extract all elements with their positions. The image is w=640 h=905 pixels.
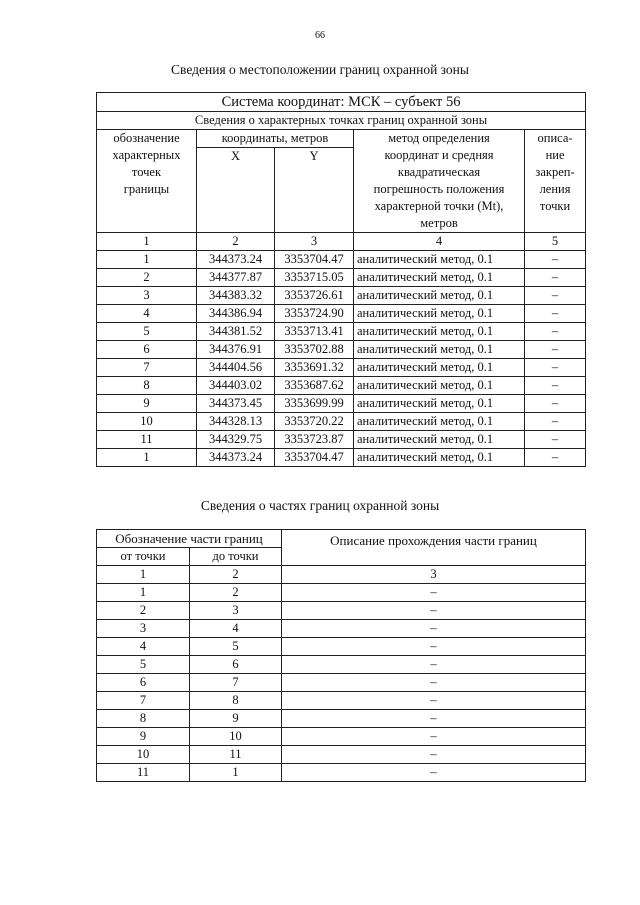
table-row bbox=[97, 395, 586, 413]
method-cell: аналитический метод, 0.1 bbox=[354, 449, 525, 467]
method-cell: аналитический метод, 0.1 bbox=[354, 323, 525, 341]
from-cell: 4 bbox=[97, 638, 190, 656]
x-cell: 344373.45 bbox=[197, 395, 275, 413]
page-number: 66 bbox=[315, 30, 325, 41]
point-cell: 9 bbox=[97, 395, 197, 413]
table-row bbox=[97, 269, 586, 287]
from-cell: 7 bbox=[97, 692, 190, 710]
parts-table bbox=[96, 529, 586, 782]
x-cell: 344386.94 bbox=[197, 305, 275, 323]
to-cell: 5 bbox=[190, 638, 282, 656]
from-cell: 6 bbox=[97, 674, 190, 692]
part-description-cell: – bbox=[282, 692, 586, 710]
to-cell: 10 bbox=[190, 728, 282, 746]
from-cell: 8 bbox=[97, 710, 190, 728]
header-to: до точки bbox=[190, 548, 282, 566]
table-row bbox=[97, 584, 586, 602]
point-cell: 11 bbox=[97, 431, 197, 449]
table-row bbox=[97, 305, 586, 323]
method-cell: аналитический метод, 0.1 bbox=[354, 431, 525, 449]
x-cell: 344328.13 bbox=[197, 413, 275, 431]
point-cell: 10 bbox=[97, 413, 197, 431]
header-y: Y bbox=[275, 148, 354, 233]
table-row bbox=[97, 359, 586, 377]
to-cell: 7 bbox=[190, 674, 282, 692]
to-cell: 8 bbox=[190, 692, 282, 710]
header-x: X bbox=[197, 148, 275, 233]
from-cell: 5 bbox=[97, 656, 190, 674]
table-row bbox=[97, 413, 586, 431]
description-cell: – bbox=[525, 251, 586, 269]
section2-title: Сведения о частях границ охранной зоны bbox=[200, 498, 440, 513]
table-row bbox=[97, 746, 586, 764]
header-description: описа- ние закреп- ления точки bbox=[525, 130, 586, 233]
x-cell: 344329.75 bbox=[197, 431, 275, 449]
table-row bbox=[97, 602, 586, 620]
point-cell: 7 bbox=[97, 359, 197, 377]
y-cell: 3353726.61 bbox=[275, 287, 354, 305]
point-cell: 1 bbox=[97, 251, 197, 269]
to-cell: 6 bbox=[190, 656, 282, 674]
y-cell: 3353691.32 bbox=[275, 359, 354, 377]
description-cell: – bbox=[525, 287, 586, 305]
method-cell: аналитический метод, 0.1 bbox=[354, 287, 525, 305]
method-cell: аналитический метод, 0.1 bbox=[354, 359, 525, 377]
y-cell: 3353704.47 bbox=[275, 251, 354, 269]
part-description-cell: – bbox=[282, 638, 586, 656]
coordinate-system: Система координат: МСК – субъект 56 bbox=[97, 93, 586, 112]
header-from: от точки bbox=[97, 548, 190, 566]
table-row bbox=[97, 323, 586, 341]
table-row bbox=[97, 377, 586, 395]
description-cell: – bbox=[525, 395, 586, 413]
from-cell: 2 bbox=[97, 602, 190, 620]
table-row bbox=[97, 431, 586, 449]
x-cell: 344373.24 bbox=[197, 251, 275, 269]
y-cell: 3353704.47 bbox=[275, 449, 354, 467]
description-cell: – bbox=[525, 413, 586, 431]
header-designation: обозначение характерных точек границы bbox=[97, 130, 197, 233]
table-row bbox=[97, 728, 586, 746]
table-row bbox=[97, 638, 586, 656]
part-description-cell: – bbox=[282, 674, 586, 692]
points-table bbox=[96, 92, 586, 467]
y-cell: 3353715.05 bbox=[275, 269, 354, 287]
point-cell: 1 bbox=[97, 449, 197, 467]
table-row bbox=[97, 341, 586, 359]
part-description-cell: – bbox=[282, 746, 586, 764]
point-cell: 3 bbox=[97, 287, 197, 305]
part-description-cell: – bbox=[282, 620, 586, 638]
y-cell: 3353702.88 bbox=[275, 341, 354, 359]
part-description-cell: – bbox=[282, 764, 586, 782]
y-cell: 3353720.22 bbox=[275, 413, 354, 431]
method-cell: аналитический метод, 0.1 bbox=[354, 269, 525, 287]
method-cell: аналитический метод, 0.1 bbox=[354, 341, 525, 359]
point-cell: 8 bbox=[97, 377, 197, 395]
point-cell: 5 bbox=[97, 323, 197, 341]
x-cell: 344376.91 bbox=[197, 341, 275, 359]
table-row bbox=[97, 764, 586, 782]
part-description-cell: – bbox=[282, 710, 586, 728]
header-part-description: Описание прохождения части границ bbox=[282, 530, 586, 566]
description-cell: – bbox=[525, 449, 586, 467]
y-cell: 3353723.87 bbox=[275, 431, 354, 449]
table-row bbox=[97, 674, 586, 692]
header-method: метод определения координат и средняя квадратическая погрешность положения характерной точки (Mt), метров bbox=[354, 130, 525, 233]
points-subtitle: Сведения о характерных точках границ охранной зоны bbox=[97, 112, 586, 130]
x-cell: 344381.52 bbox=[197, 323, 275, 341]
from-cell: 10 bbox=[97, 746, 190, 764]
description-cell: – bbox=[525, 359, 586, 377]
table-row bbox=[97, 710, 586, 728]
y-cell: 3353687.62 bbox=[275, 377, 354, 395]
method-cell: аналитический метод, 0.1 bbox=[354, 377, 525, 395]
header-coordinates: координаты, метров bbox=[197, 130, 354, 148]
x-cell: 344383.32 bbox=[197, 287, 275, 305]
description-cell: – bbox=[525, 341, 586, 359]
table-row bbox=[97, 692, 586, 710]
table-row bbox=[97, 656, 586, 674]
part-description-cell: – bbox=[282, 584, 586, 602]
to-cell: 2 bbox=[190, 584, 282, 602]
table-row bbox=[97, 287, 586, 305]
from-cell: 9 bbox=[97, 728, 190, 746]
to-cell: 11 bbox=[190, 746, 282, 764]
y-cell: 3353699.99 bbox=[275, 395, 354, 413]
x-cell: 344373.24 bbox=[197, 449, 275, 467]
to-cell: 9 bbox=[190, 710, 282, 728]
description-cell: – bbox=[525, 377, 586, 395]
description-cell: – bbox=[525, 323, 586, 341]
from-cell: 11 bbox=[97, 764, 190, 782]
part-description-cell: – bbox=[282, 602, 586, 620]
point-cell: 6 bbox=[97, 341, 197, 359]
section1-title: Сведения о местоположении границ охранной зоны bbox=[171, 62, 469, 77]
part-description-cell: – bbox=[282, 728, 586, 746]
table-row bbox=[97, 449, 586, 467]
header-part-designation: Обозначение части границ bbox=[97, 530, 282, 548]
to-cell: 1 bbox=[190, 764, 282, 782]
part-description-cell: – bbox=[282, 656, 586, 674]
point-cell: 4 bbox=[97, 305, 197, 323]
table-row bbox=[97, 251, 586, 269]
description-cell: – bbox=[525, 269, 586, 287]
y-cell: 3353724.90 bbox=[275, 305, 354, 323]
parts-column-numbers-row: 1 2 3 bbox=[97, 566, 586, 584]
description-cell: – bbox=[525, 431, 586, 449]
table-row bbox=[97, 620, 586, 638]
method-cell: аналитический метод, 0.1 bbox=[354, 413, 525, 431]
from-cell: 1 bbox=[97, 584, 190, 602]
from-cell: 3 bbox=[97, 620, 190, 638]
description-cell: – bbox=[525, 305, 586, 323]
y-cell: 3353713.41 bbox=[275, 323, 354, 341]
point-cell: 2 bbox=[97, 269, 197, 287]
method-cell: аналитический метод, 0.1 bbox=[354, 251, 525, 269]
x-cell: 344404.56 bbox=[197, 359, 275, 377]
to-cell: 3 bbox=[190, 602, 282, 620]
x-cell: 344377.87 bbox=[197, 269, 275, 287]
method-cell: аналитический метод, 0.1 bbox=[354, 395, 525, 413]
to-cell: 4 bbox=[190, 620, 282, 638]
x-cell: 344403.02 bbox=[197, 377, 275, 395]
method-cell: аналитический метод, 0.1 bbox=[354, 305, 525, 323]
column-numbers-row: 1 2 3 4 5 bbox=[97, 233, 586, 251]
